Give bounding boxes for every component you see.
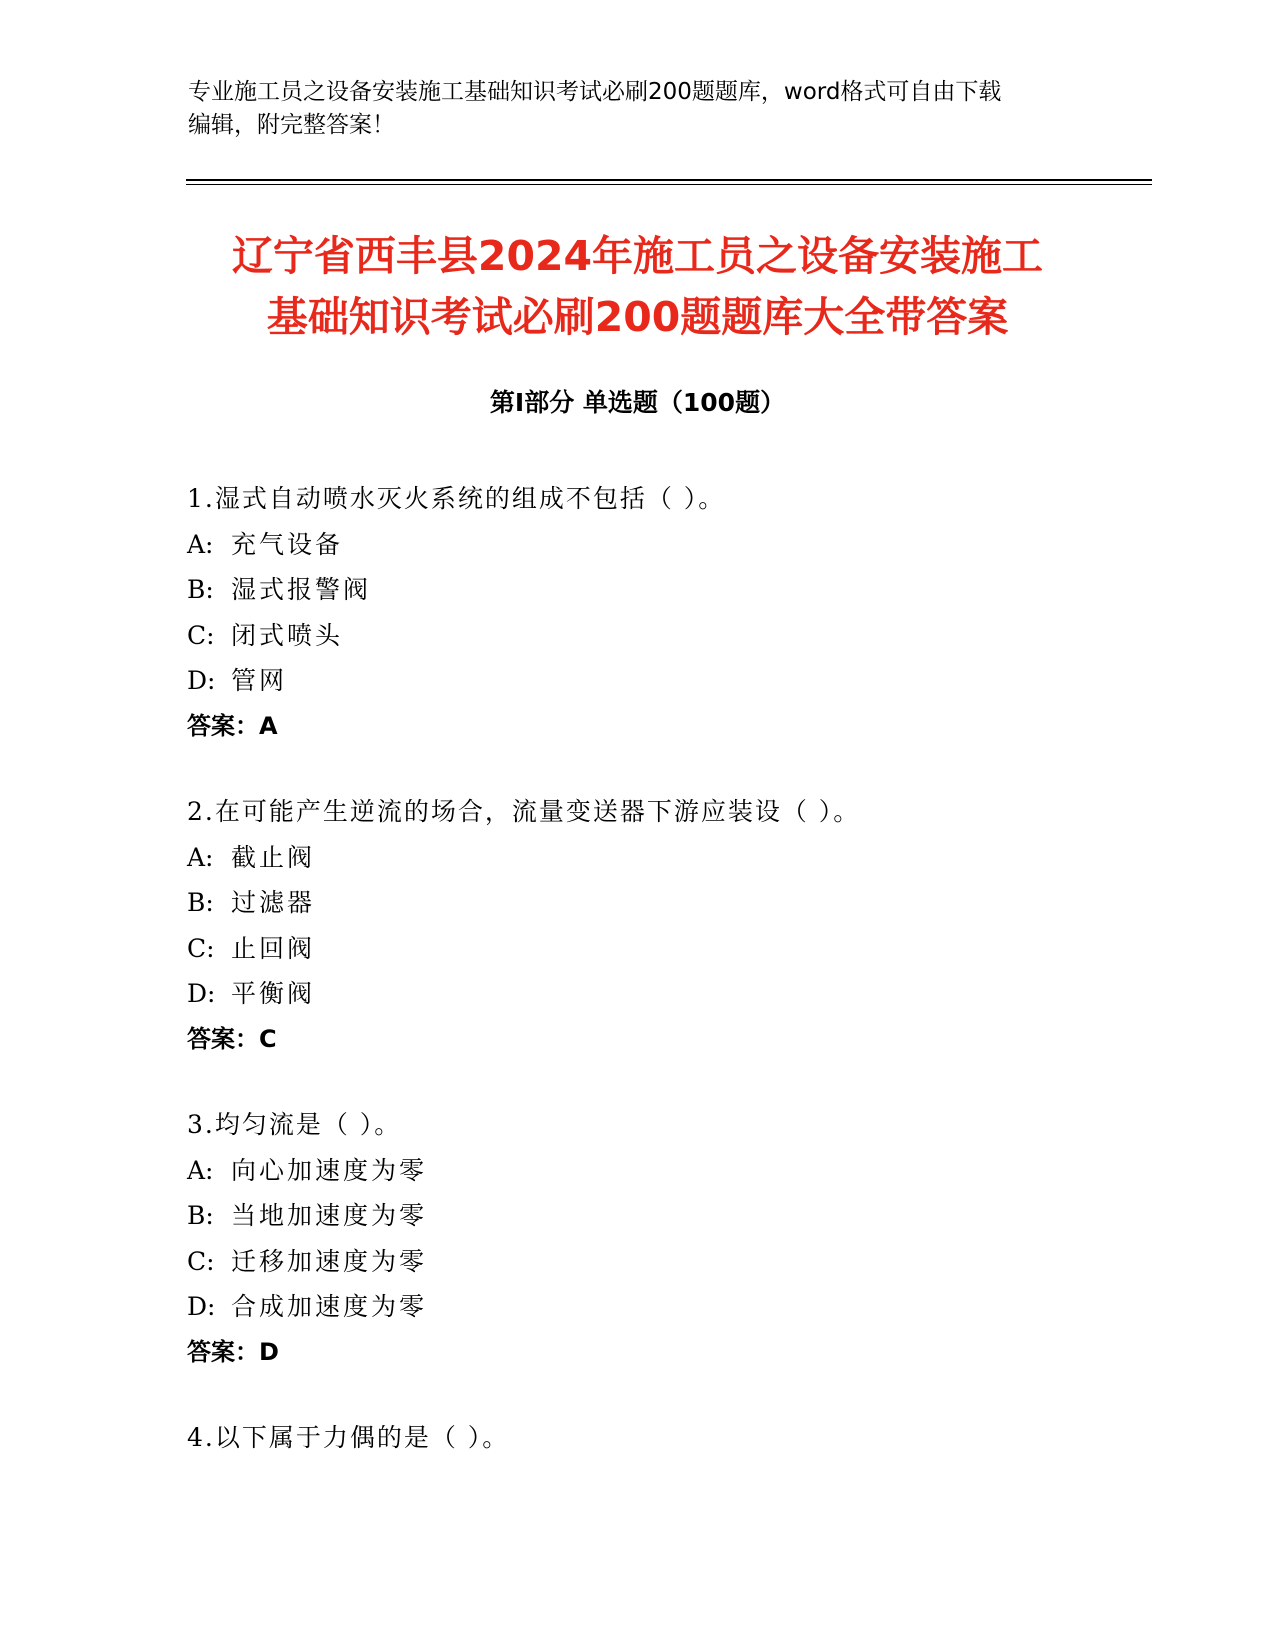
option-letter: B: (187, 1201, 214, 1230)
option-letter: A: (187, 529, 214, 559)
option-letter: D: (187, 666, 216, 695)
option-a (187, 522, 1087, 568)
header-divider-thin (186, 184, 1152, 185)
option-letter: C: (187, 1246, 215, 1276)
question-spacer (187, 1062, 1087, 1102)
document-title-line1: 辽宁省西丰县2024年施工员之设备安装施工 (231, 232, 1044, 280)
option-text: 截止阀 (231, 842, 316, 872)
option-a (187, 835, 1087, 881)
option-c (187, 926, 1087, 972)
question-1 (187, 476, 1087, 749)
answer-line: 答案：A (187, 711, 278, 740)
option-text: 迁移加速度为零 (231, 1246, 428, 1276)
option-letter: D: (187, 1292, 216, 1321)
document-title (160, 226, 1115, 348)
question-4 (187, 1415, 1087, 1461)
option-c (187, 613, 1087, 659)
option-text: 合成加速度为零 (231, 1292, 428, 1321)
header-note (188, 76, 1088, 142)
question-3 (187, 1102, 1087, 1375)
option-b (187, 567, 1087, 613)
option-text: 平衡阀 (231, 979, 316, 1008)
option-d (187, 1284, 1087, 1330)
question-stem: 3.均匀流是（ ）。 (187, 1110, 402, 1139)
option-letter: D: (187, 979, 216, 1008)
option-text: 湿式报警阀 (231, 575, 372, 604)
option-text: 当地加速度为零 (231, 1201, 428, 1230)
option-text: 管网 (231, 666, 288, 695)
section-title: 第Ⅰ部分 单选题（100题） (489, 388, 786, 417)
option-letter: C: (187, 933, 215, 963)
option-letter: A: (187, 1155, 214, 1185)
option-text: 充气设备 (231, 529, 344, 559)
option-text: 向心加速度为零 (231, 1155, 428, 1185)
question-list (187, 476, 1087, 1461)
question-stem: 2.在可能产生逆流的场合，流量变送器下游应装设（ ）。 (187, 797, 861, 826)
option-b (187, 880, 1087, 926)
option-letter: B: (187, 575, 214, 604)
option-text: 过滤器 (231, 888, 316, 917)
option-letter: A: (187, 842, 214, 872)
header-note-line2: 编辑，附完整答案！ (188, 112, 395, 138)
question-spacer (187, 1375, 1087, 1415)
answer-line: 答案：D (187, 1337, 279, 1366)
answer-line: 答案：C (187, 1024, 277, 1053)
question-stem: 1.湿式自动喷水灭火系统的组成不包括（ ）。 (187, 484, 726, 513)
option-d (187, 658, 1087, 704)
header-divider-thick (186, 179, 1152, 181)
question-2 (187, 789, 1087, 1062)
header-note-line1: 专业施工员之设备安装施工基础知识考试必刷200题题库，word格式可自由下载 (188, 79, 1002, 105)
option-b (187, 1193, 1087, 1239)
option-text: 闭式喷头 (231, 620, 344, 650)
question-spacer (187, 749, 1087, 789)
option-text: 止回阀 (231, 933, 316, 963)
option-c (187, 1239, 1087, 1285)
question-stem: 4.以下属于力偶的是（ ）。 (187, 1423, 510, 1452)
option-letter: C: (187, 620, 215, 650)
document-title-line2: 基础知识考试必刷200题题库大全带答案 (266, 293, 1009, 341)
option-a (187, 1148, 1087, 1194)
option-d (187, 971, 1087, 1017)
option-letter: B: (187, 888, 214, 917)
